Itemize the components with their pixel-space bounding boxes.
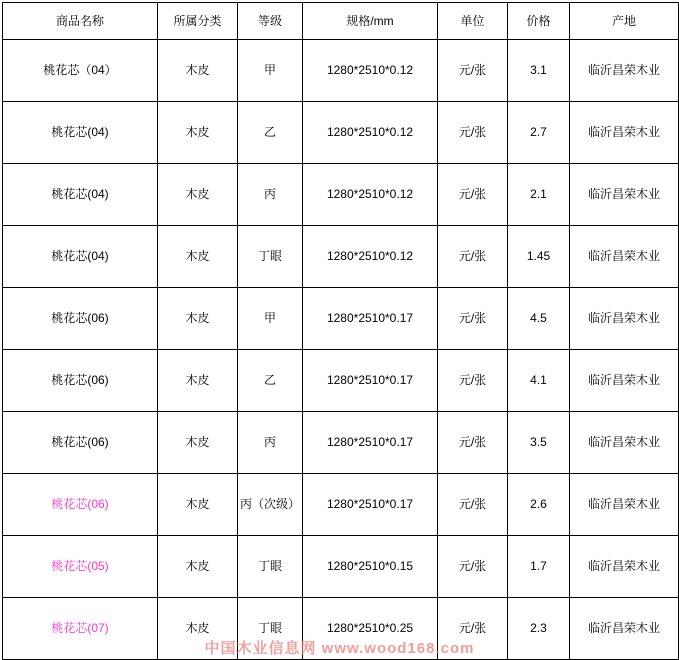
table-body xyxy=(3,40,679,660)
cell-unit: 元/张 xyxy=(438,412,508,474)
cell-grade: 丙 xyxy=(238,412,303,474)
cell-category: 木皮 xyxy=(158,474,238,536)
table-row xyxy=(3,288,679,350)
cell-origin: 临沂昌荣木业 xyxy=(570,40,679,102)
cell-category: 木皮 xyxy=(158,164,238,226)
cell-spec: 1280*2510*0.25 xyxy=(303,598,438,660)
table-row xyxy=(3,102,679,164)
cell-grade: 丙 xyxy=(238,164,303,226)
cell-spec: 1280*2510*0.12 xyxy=(303,102,438,164)
cell-unit: 元/张 xyxy=(438,102,508,164)
cell-grade: 丁眼 xyxy=(238,536,303,598)
cell-category: 木皮 xyxy=(158,598,238,660)
cell-product-name: 桃花芯(06) xyxy=(3,288,158,350)
cell-price: 4.5 xyxy=(508,288,570,350)
cell-grade: 乙 xyxy=(238,350,303,412)
column-header-unit: 单位 xyxy=(438,3,508,40)
cell-spec: 1280*2510*0.17 xyxy=(303,474,438,536)
cell-spec: 1280*2510*0.15 xyxy=(303,536,438,598)
cell-spec: 1280*2510*0.17 xyxy=(303,350,438,412)
cell-spec: 1280*2510*0.17 xyxy=(303,288,438,350)
cell-origin: 临沂昌荣木业 xyxy=(570,226,679,288)
cell-origin: 临沂昌荣木业 xyxy=(570,102,679,164)
cell-price: 2.1 xyxy=(508,164,570,226)
cell-grade: 丁眼 xyxy=(238,226,303,288)
column-header-spec: 规格/mm xyxy=(303,3,438,40)
price-table-container xyxy=(0,2,679,660)
table-row xyxy=(3,40,679,102)
cell-origin: 临沂昌荣木业 xyxy=(570,474,679,536)
cell-unit: 元/张 xyxy=(438,598,508,660)
cell-product-name: 桃花芯（04） xyxy=(3,40,158,102)
cell-category: 木皮 xyxy=(158,102,238,164)
cell-price: 2.3 xyxy=(508,598,570,660)
cell-spec: 1280*2510*0.12 xyxy=(303,40,438,102)
site-watermark: 中国木业信息网 www.wood168.com xyxy=(204,640,475,657)
cell-spec: 1280*2510*0.17 xyxy=(303,412,438,474)
cell-origin: 临沂昌荣木业 xyxy=(570,350,679,412)
cell-grade: 乙 xyxy=(238,102,303,164)
table-header xyxy=(3,3,679,40)
cell-origin: 临沂昌荣木业 xyxy=(570,288,679,350)
cell-spec: 1280*2510*0.12 xyxy=(303,226,438,288)
cell-grade: 甲 xyxy=(238,288,303,350)
product-price-table xyxy=(2,2,679,660)
cell-product-name: 桃花芯(04) xyxy=(3,226,158,288)
cell-price: 3.5 xyxy=(508,412,570,474)
cell-category: 木皮 xyxy=(158,288,238,350)
table-row xyxy=(3,474,679,536)
cell-origin: 临沂昌荣木业 xyxy=(570,164,679,226)
cell-unit: 元/张 xyxy=(438,536,508,598)
cell-grade: 丙（次级） xyxy=(238,474,303,536)
column-header-name: 商品名称 xyxy=(3,3,158,40)
cell-price: 2.7 xyxy=(508,102,570,164)
table-row xyxy=(3,226,679,288)
cell-product-name: 桃花芯(04) xyxy=(3,164,158,226)
column-header-category: 所属分类 xyxy=(158,3,238,40)
cell-spec: 1280*2510*0.12 xyxy=(303,164,438,226)
table-row xyxy=(3,536,679,598)
cell-category: 木皮 xyxy=(158,536,238,598)
cell-unit: 元/张 xyxy=(438,164,508,226)
cell-product-name: 桃花芯(06) xyxy=(3,474,158,536)
cell-category: 木皮 xyxy=(158,350,238,412)
cell-product-name: 桃花芯(06) xyxy=(3,350,158,412)
table-header-row xyxy=(3,3,679,40)
cell-unit: 元/张 xyxy=(438,474,508,536)
cell-origin: 临沂昌荣木业 xyxy=(570,598,679,660)
cell-unit: 元/张 xyxy=(438,226,508,288)
table-row xyxy=(3,598,679,660)
cell-product-name: 桃花芯(07) xyxy=(3,598,158,660)
table-row xyxy=(3,412,679,474)
table-row xyxy=(3,164,679,226)
cell-price: 1.7 xyxy=(508,536,570,598)
cell-category: 木皮 xyxy=(158,40,238,102)
cell-origin: 临沂昌荣木业 xyxy=(570,536,679,598)
cell-unit: 元/张 xyxy=(438,288,508,350)
column-header-grade: 等级 xyxy=(238,3,303,40)
cell-unit: 元/张 xyxy=(438,350,508,412)
cell-price: 2.6 xyxy=(508,474,570,536)
cell-product-name: 桃花芯(04) xyxy=(3,102,158,164)
cell-origin: 临沂昌荣木业 xyxy=(570,412,679,474)
cell-price: 3.1 xyxy=(508,40,570,102)
cell-unit: 元/张 xyxy=(438,40,508,102)
cell-category: 木皮 xyxy=(158,226,238,288)
table-row xyxy=(3,350,679,412)
cell-product-name: 桃花芯(05) xyxy=(3,536,158,598)
cell-grade: 甲 xyxy=(238,40,303,102)
column-header-origin: 产地 xyxy=(570,3,679,40)
cell-grade: 丁眼 xyxy=(238,598,303,660)
cell-price: 4.1 xyxy=(508,350,570,412)
cell-category: 木皮 xyxy=(158,412,238,474)
column-header-price: 价格 xyxy=(508,3,570,40)
cell-product-name: 桃花芯(06) xyxy=(3,412,158,474)
cell-price: 1.45 xyxy=(508,226,570,288)
